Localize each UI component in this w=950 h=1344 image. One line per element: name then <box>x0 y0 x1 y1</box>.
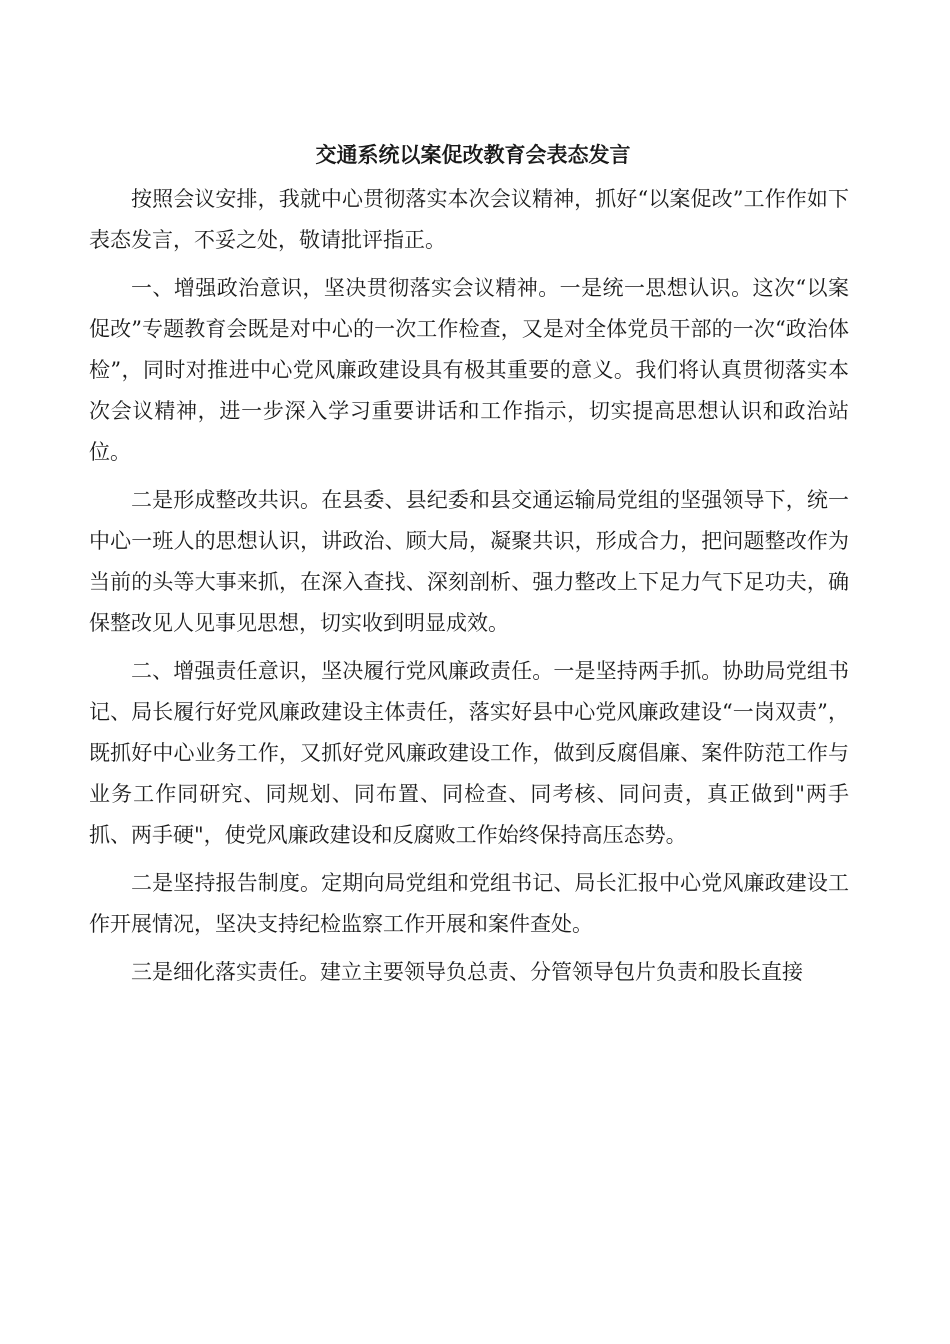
paragraph-section-1: 一、增强政治意识，坚决贯彻落实会议精神。一是统一思想认识。这次“以案促改”专题教育会既是对中心的一次工作检查，又是对全体党员干部的一次“政治体检”，同时对推进中心党风廉政建设具有极其重要的意义。我们将认真贯彻落实本次会议精神，进一步深入学习重要讲话和工作指示，切实提高思想认识和政治站位。 <box>89 276 849 464</box>
document-title: 交通系统以案促改教育会表态发言 <box>315 142 631 167</box>
paragraph-section-2: 二、增强责任意识，坚决履行党风廉政责任。一是坚持两手抓。协助局党组书记、局长履行好党风廉政建设主体责任，落实好县中心党风廉政建设“一岗双责”，既抓好中心业务工作，又抓好党风廉政建设工作，做到反腐倡廉、案件防范工作与业务工作同研究、同规划、同布置、同检查、同考核、同问责，真正做到"两手抓、两手硬"，使党风廉政建设和反腐败工作始终保持高压态势。 <box>89 659 849 847</box>
paragraph-responsibility: 三是细化落实责任。建立主要领导负总责、分管领导包片负责和股长直接 <box>131 960 803 984</box>
paragraph-reporting: 二是坚持报告制度。定期向局党组和党组书记、局长汇报中心党风廉政建设工作开展情况，坚决支持纪检监察工作开展和案件查处。 <box>89 871 849 936</box>
paragraph-consensus: 二是形成整改共识。在县委、县纪委和县交通运输局党组的坚强领导下，统一中心一班人的思想认识，讲政治、顾大局，凝聚共识，形成合力，把问题整改作为当前的头等大事来抓，在深入查找、深刻剖析、强力整改上下足力气下足功夫，确保整改见人见事见思想，切实收到明显成效。 <box>89 488 849 635</box>
document-body <box>89 134 849 1000</box>
paragraph-intro: 按照会议安排，我就中心贯彻落实本次会议精神，抓好“以案促改”工作作如下表态发言，不妥之处，敬请批评指正。 <box>89 187 849 252</box>
